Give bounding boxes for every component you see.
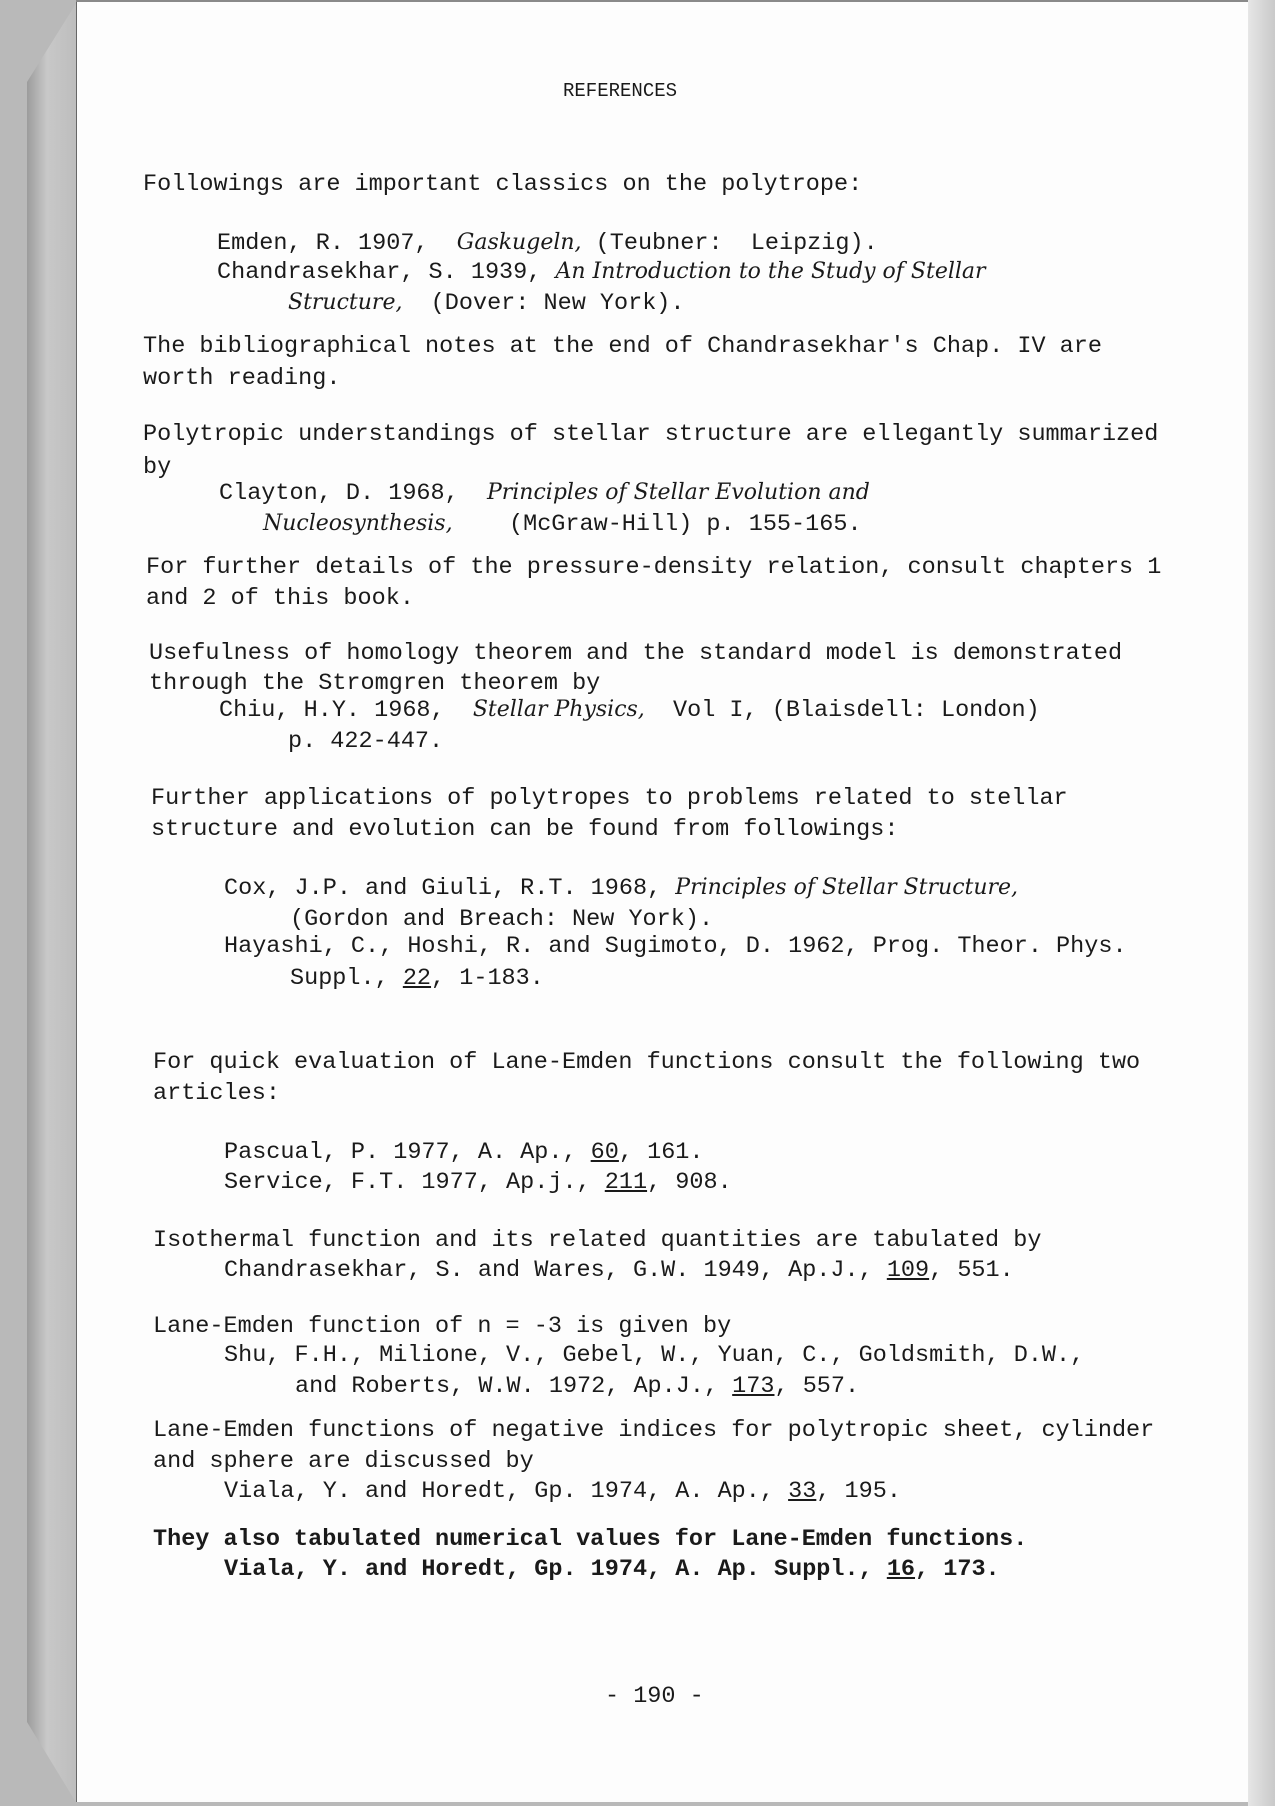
reference-line xyxy=(288,730,443,754)
line-text: Suppl., xyxy=(290,965,403,992)
line-text: , 1-183. xyxy=(431,965,544,992)
reference-line xyxy=(224,1171,732,1195)
reference-line xyxy=(153,1082,280,1106)
line-text: worth reading. xyxy=(143,365,341,392)
line-text: Chandrasekhar, S. and Wares, G.W. 1949, Ap.J., xyxy=(224,1257,887,1284)
reference-line xyxy=(217,232,878,256)
reference-line xyxy=(143,423,1158,447)
line-text: Chandrasekhar, S. 1939, xyxy=(217,259,556,286)
line-text: , 557. xyxy=(774,1373,860,1400)
line-text: and Roberts, W.W. 1972, Ap.J., xyxy=(295,1373,733,1400)
reference-line xyxy=(149,672,600,696)
reference-line xyxy=(224,1344,1084,1368)
reference-line xyxy=(153,1450,534,1474)
line-text: Service, F.T. 1977, Ap.j., xyxy=(224,1169,605,1196)
line-text: The bibliographical notes at the end of Chandrasekhar's Chap. IV are xyxy=(143,333,1102,360)
italic-title: Structure, xyxy=(288,290,403,315)
reference-line xyxy=(149,642,1122,666)
page-number: - 190 - xyxy=(605,1683,704,1710)
line-text: Cox, J.P. and Giuli, R.T. 1968, xyxy=(224,875,676,902)
page-right-edge xyxy=(1248,0,1275,1806)
line-text: (Teubner: Leipzig). xyxy=(581,230,878,257)
reference-line xyxy=(224,1141,704,1165)
volume-number: 16 xyxy=(886,1556,916,1583)
line-text: Isothermal function and its related quantities are tabulated by xyxy=(153,1227,1042,1254)
line-text: Hayashi, C., Hoshi, R. and Sugimoto, D. 1962, Prog. Theor. Phys. xyxy=(224,933,1127,960)
line-text: , 195. xyxy=(816,1478,901,1505)
italic-title: Principles of Stellar Evolution and xyxy=(486,480,870,505)
line-text: , 161. xyxy=(618,1139,704,1166)
reference-line xyxy=(263,513,862,537)
reference-line xyxy=(151,818,898,842)
volume-number: 173 xyxy=(732,1373,775,1400)
page-title: REFERENCES xyxy=(563,80,678,102)
reference-line xyxy=(153,1528,1027,1552)
reference-line xyxy=(219,699,1040,723)
italic-title: Nucleosynthesis, xyxy=(263,511,453,536)
line-text: through the Stromgren theorem by xyxy=(149,670,601,697)
reference-line xyxy=(224,1259,1014,1283)
reference-line xyxy=(288,292,685,316)
line-text: Followings are important classics on the polytrope: xyxy=(143,171,863,198)
line-text: Usefulness of homology theorem and the standard model is demonstrated xyxy=(149,640,1123,667)
reference-line xyxy=(219,482,870,506)
line-text: (McGraw-Hill) p. 155-165. xyxy=(452,511,862,538)
line-text: , 908. xyxy=(647,1169,732,1196)
italic-title: Stellar Physics, xyxy=(472,697,645,722)
reference-line xyxy=(143,367,340,391)
italic-title: An Introduction to the Study of Stellar xyxy=(555,259,986,284)
reference-line xyxy=(153,1419,1154,1443)
reference-line xyxy=(224,1480,901,1504)
reference-line xyxy=(143,456,171,480)
reference-line xyxy=(151,787,1068,811)
line-text: and sphere are discussed by xyxy=(153,1448,534,1475)
reference-line xyxy=(143,173,862,197)
line-text: articles: xyxy=(153,1080,280,1107)
line-text: p. 422-447. xyxy=(288,728,444,755)
line-text: Pascual, P. 1977, A. Ap., xyxy=(224,1139,591,1166)
line-text: Viala, Y. and Horedt, Gp. 1974, A. Ap. Suppl., xyxy=(224,1556,887,1583)
reference-line xyxy=(153,1315,731,1339)
line-text: , 551. xyxy=(929,1257,1014,1284)
reference-line xyxy=(143,335,1102,359)
line-text: Shu, F.H., Milione, V., Gebel, W., Yuan, C., Goldsmith, D.W., xyxy=(224,1342,1085,1369)
reference-line xyxy=(146,556,1161,580)
line-text: Chiu, H.Y. 1968, xyxy=(219,697,473,724)
book-spine xyxy=(27,2,77,1804)
reference-line xyxy=(217,261,986,285)
line-text: structure and evolution can be found from followings: xyxy=(151,816,899,843)
volume-number: 109 xyxy=(886,1257,930,1284)
line-text: , 173. xyxy=(915,1556,1000,1583)
line-text: Polytropic understandings of stellar structure are ellegantly summarized xyxy=(143,421,1159,448)
reference-line xyxy=(224,877,1018,901)
line-text: Lane-Emden function of n = -3 is given by xyxy=(153,1313,732,1340)
line-text: They also tabulated numerical values for Lane-Emden functions. xyxy=(153,1526,1028,1553)
line-text: (Dover: New York). xyxy=(402,290,685,317)
line-text: Vol I, (Blaisdell: London) xyxy=(644,697,1040,724)
volume-number: 211 xyxy=(604,1169,648,1196)
line-text: Emden, R. 1907, xyxy=(217,230,457,257)
volume-number: 22 xyxy=(402,965,432,992)
reference-line xyxy=(290,967,544,991)
line-text: and 2 of this book. xyxy=(146,585,414,612)
reference-line xyxy=(153,1051,1140,1075)
line-text: Viala, Y. and Horedt, Gp. 1974, A. Ap., xyxy=(224,1478,789,1505)
line-text: Clayton, D. 1968, xyxy=(219,480,487,507)
volume-number: 60 xyxy=(590,1139,619,1166)
line-text: Further applications of polytropes to problems related to stellar xyxy=(151,785,1068,812)
line-text: by xyxy=(143,454,172,481)
line-text: For quick evaluation of Lane-Emden functions consult the following two xyxy=(153,1049,1141,1076)
reference-line xyxy=(224,935,1127,959)
volume-number: 33 xyxy=(788,1478,817,1505)
reference-line xyxy=(290,908,713,932)
italic-title: Gaskugeln, xyxy=(456,230,582,255)
reference-line xyxy=(295,1375,859,1399)
line-text: For further details of the pressure-density relation, consult chapters 1 xyxy=(146,554,1162,581)
line-text: (Gordon and Breach: New York). xyxy=(290,906,714,933)
reference-line xyxy=(146,587,414,611)
reference-line xyxy=(153,1229,1041,1253)
line-text: Lane-Emden functions of negative indices for polytropic sheet, cylinder xyxy=(153,1417,1155,1444)
reference-line xyxy=(224,1558,1000,1582)
italic-title: Principles of Stellar Structure, xyxy=(675,875,1019,900)
